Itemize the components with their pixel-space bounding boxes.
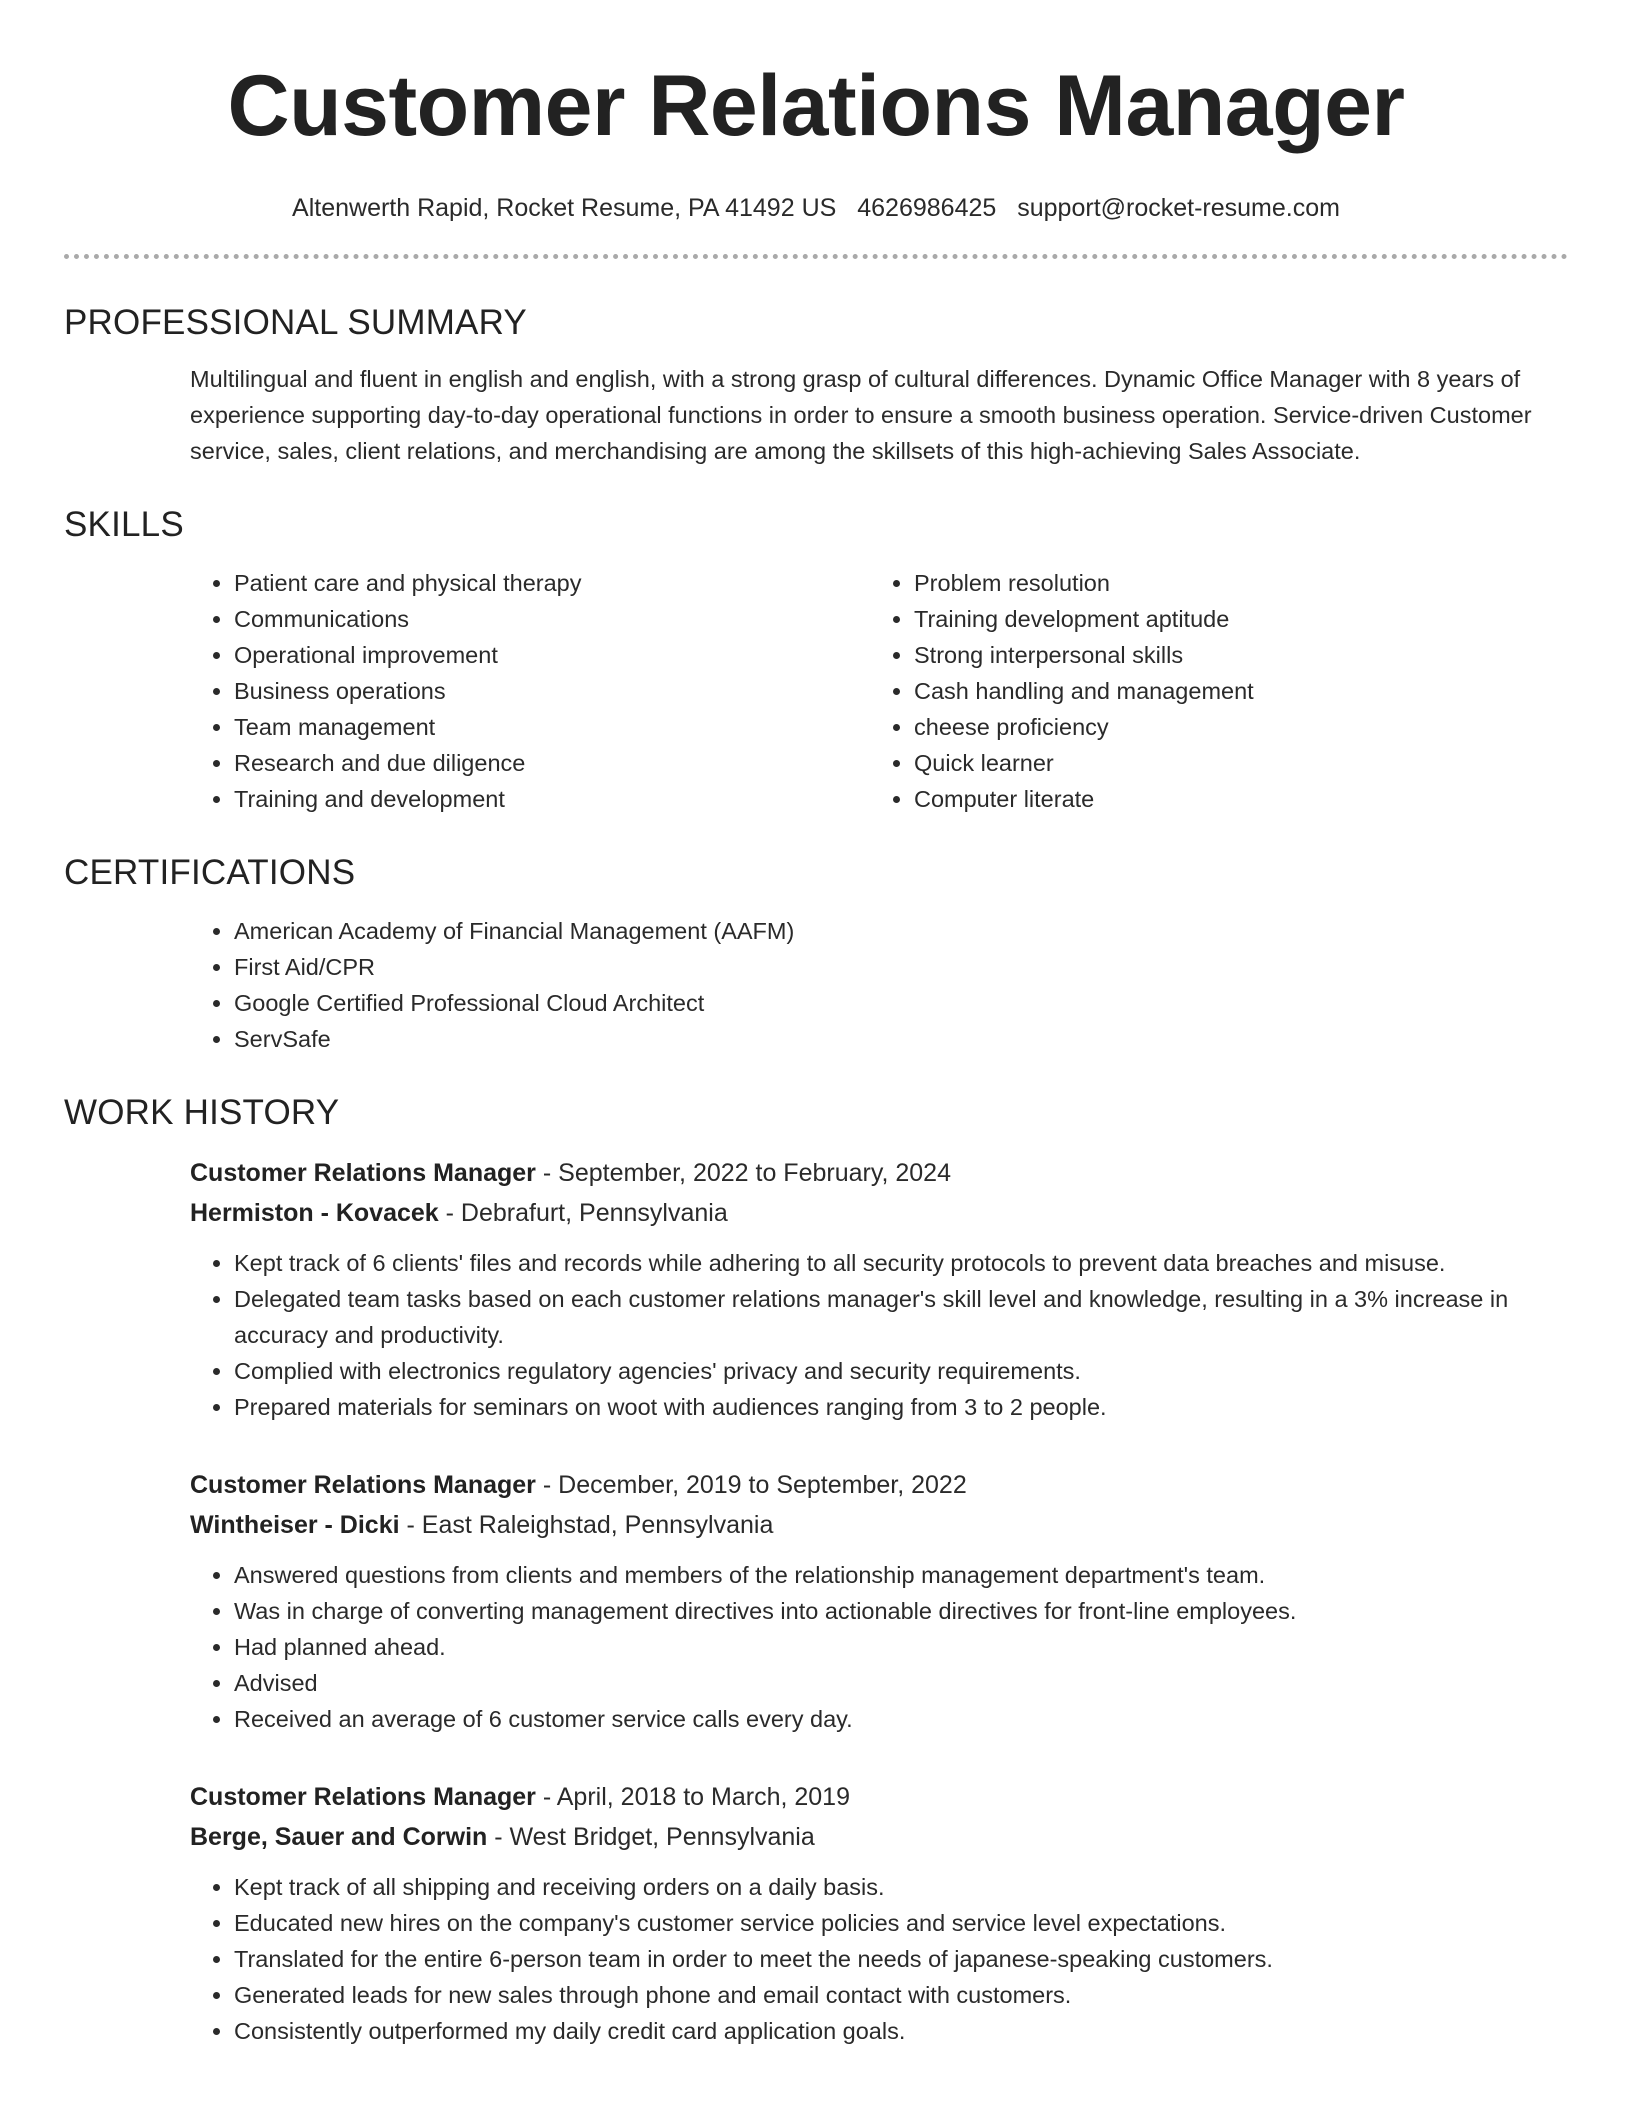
job-dates: - September, 2022 to February, 2024 (535, 1159, 951, 1187)
job-bullet: • Consistently outperformed my daily credit card application goals. (234, 2013, 1568, 2049)
job-dates: - December, 2019 to September, 2022 (535, 1471, 967, 1499)
skills-list-left (190, 565, 870, 817)
certifications-list (190, 913, 1568, 1057)
job-bullet: • Complied with electronics regulatory agencies' privacy and security requirements. (234, 1353, 1568, 1389)
skill-item: • Patient care and physical therapy (234, 565, 870, 601)
contact-line (64, 190, 1568, 226)
job-bullet: • Prepared materials for seminars on woot with audiences ranging from 3 to 2 people. (234, 1389, 1568, 1425)
skill-item: • Business operations (234, 673, 870, 709)
summary-section (64, 301, 1568, 469)
job-bullet: • Generated leads for new sales through phone and email contact with customers. (234, 1977, 1568, 2013)
header-divider (64, 254, 1568, 259)
job-role: Customer Relations Manager (190, 1783, 536, 1811)
job-company-line (190, 1505, 1568, 1545)
contact-address: Altenwerth Rapid, Rocket Resume, PA 41492 US (292, 194, 837, 222)
candidate-name: Customer Relations Manager (227, 58, 1405, 154)
job-title-line (190, 1153, 1568, 1193)
job-bullets (190, 1557, 1568, 1737)
work-history-section (64, 1091, 1568, 2049)
certification-item: • American Academy of Financial Management (AAFM) (234, 913, 1568, 949)
certifications-title: CERTIFICATIONS (64, 853, 356, 892)
job-bullet: • Had planned ahead. (234, 1629, 1568, 1665)
skill-item: • Strong interpersonal skills (914, 637, 1550, 673)
work-history-title: WORK HISTORY (64, 1093, 340, 1132)
job-bullet: • Kept track of all shipping and receiving orders on a daily basis. (234, 1869, 1568, 1905)
job-company-line (190, 1817, 1568, 1857)
certifications-list-wrap (190, 913, 1568, 1057)
skills-column-left (190, 565, 870, 817)
job-role: Customer Relations Manager (190, 1471, 536, 1499)
certification-item: • Google Certified Professional Cloud Architect (234, 985, 1568, 1021)
skill-item: • Operational improvement (234, 637, 870, 673)
job-company: Wintheiser - Dicki (190, 1511, 400, 1539)
contact-email: support@rocket-resume.com (1017, 194, 1340, 222)
job-bullets (190, 1245, 1568, 1425)
job-bullet: • Translated for the entire 6-person team in order to meet the needs of japanese-speaking customers. (234, 1941, 1568, 1977)
skills-list-right (870, 565, 1550, 817)
skill-item: • Computer literate (914, 781, 1550, 817)
job-bullet: • Was in charge of converting management directives into actionable directives for front-line employees. (234, 1593, 1568, 1629)
certification-item: • First Aid/CPR (234, 949, 1568, 985)
job-bullet: • Kept track of 6 clients' files and records while adhering to all security protocols to prevent data breaches and misuse. (234, 1245, 1568, 1281)
skills-section (64, 503, 1568, 817)
job-title-line (190, 1777, 1568, 1817)
skill-item: • Communications (234, 601, 870, 637)
job-entry (190, 1153, 1568, 1425)
certifications-section (64, 851, 1568, 1057)
skill-item: • Cash handling and management (914, 673, 1550, 709)
job-bullet: • Received an average of 6 customer service calls every day. (234, 1701, 1568, 1737)
job-title-line (190, 1465, 1568, 1505)
job-location: - East Raleighstad, Pennsylvania (399, 1511, 774, 1539)
job-bullet: • Answered questions from clients and members of the relationship management department's team. (234, 1557, 1568, 1593)
job-company: Berge, Sauer and Corwin (190, 1823, 488, 1851)
skills-title: SKILLS (64, 505, 184, 544)
job-bullet: • Delegated team tasks based on each customer relations manager's skill level and knowledge, resulting in a 3% increase in accuracy and productivity. (234, 1281, 1568, 1353)
skill-item: • Training and development (234, 781, 870, 817)
job-company-line (190, 1193, 1568, 1233)
summary-title: PROFESSIONAL SUMMARY (64, 303, 527, 342)
job-bullets (190, 1869, 1568, 2049)
skill-item: • Training development aptitude (914, 601, 1550, 637)
job-entry (190, 1465, 1568, 1737)
skill-item: • cheese proficiency (914, 709, 1550, 745)
skills-grid (190, 565, 1568, 817)
job-company: Hermiston - Kovacek (190, 1199, 439, 1227)
job-location: - Debrafurt, Pennsylvania (438, 1199, 728, 1227)
job-location: - West Bridget, Pennsylvania (487, 1823, 815, 1851)
job-bullet: • Educated new hires on the company's customer service policies and service level expectations. (234, 1905, 1568, 1941)
job-entry (190, 1777, 1568, 2049)
skill-item: • Quick learner (914, 745, 1550, 781)
skill-item: • Research and due diligence (234, 745, 870, 781)
skill-item: • Problem resolution (914, 565, 1550, 601)
skill-item: • Team management (234, 709, 870, 745)
certification-item: • ServSafe (234, 1021, 1568, 1057)
contact-phone: 4626986425 (857, 194, 997, 222)
job-role: Customer Relations Manager (190, 1159, 536, 1187)
job-dates: - April, 2018 to March, 2019 (535, 1783, 850, 1811)
summary-text: Multilingual and fluent in english and english, with a strong grasp of cultural differences. Dynamic Office Manager with 8 years of experience supporting day-to-day operational functions in order to ensure a smooth business operation. Service-driven Customer service, sales, client relations, and merchandising are among the skillsets of this high-achieving Sales Associate. (190, 366, 1532, 464)
skills-column-right (870, 565, 1550, 817)
job-bullet: • Advised (234, 1665, 1568, 1701)
